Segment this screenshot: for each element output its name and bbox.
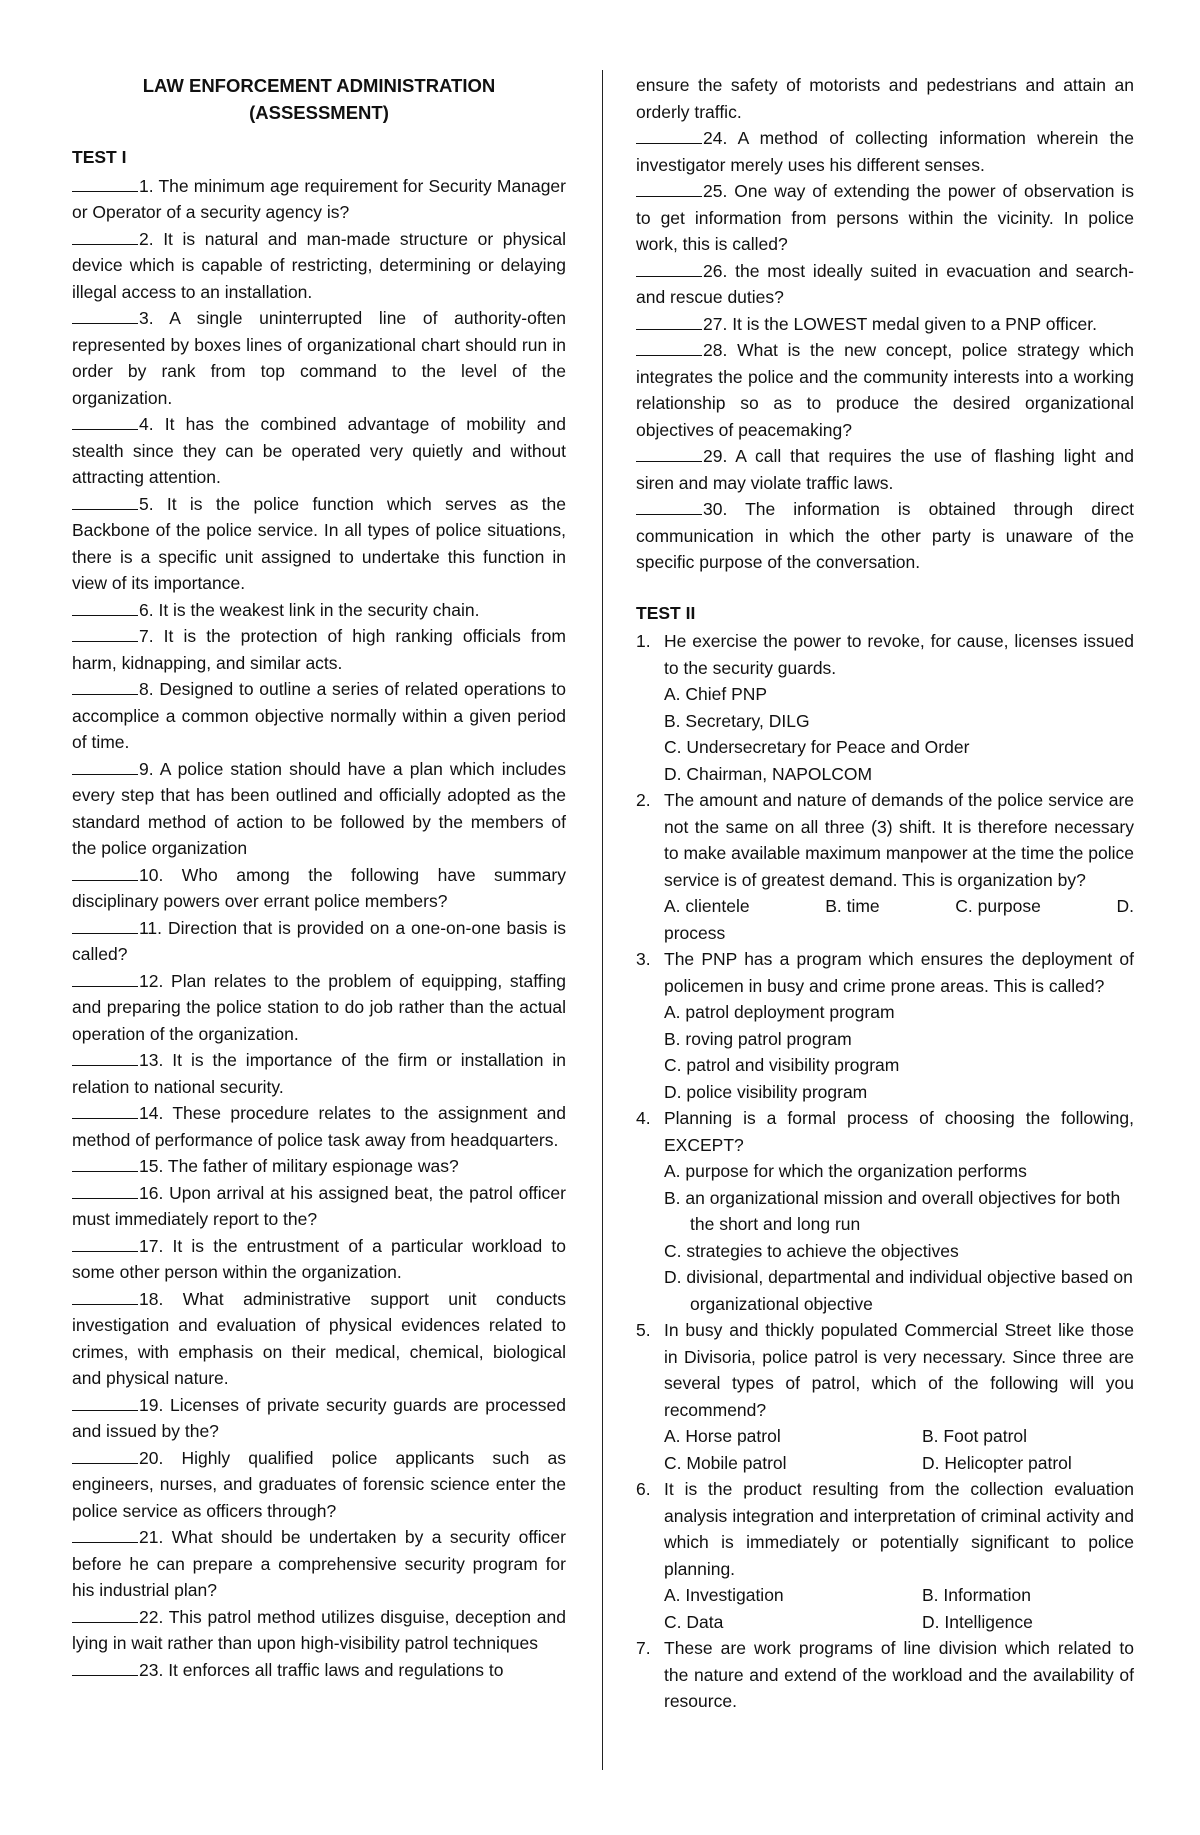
answer-option[interactable]: D. Chairman, NAPOLCOM	[664, 763, 873, 784]
test2-question	[636, 628, 1134, 681]
test1-item	[72, 1153, 566, 1180]
answer-blank[interactable]	[72, 623, 138, 642]
test1-item	[72, 1286, 566, 1392]
item-text: 11. Direction that is provided on a one-on-one basis is called?	[72, 917, 566, 964]
answer-option[interactable]: C. Undersecretary for Peace and Order	[664, 737, 970, 757]
answer-blank[interactable]	[72, 756, 138, 775]
answer-option[interactable]: B. an organizational mission and overall objectives for both the short and long run	[664, 1187, 1121, 1234]
item-text: 22. This patrol method utilizes disguise, deception and lying in wait rather than upon high-visibility patrol techniques	[72, 1606, 566, 1653]
item-text: 30. The information is obtained through direct communication in which the other party is unaware of the specific purpose of the conversation.	[636, 499, 1134, 572]
item-text: 20. Highly qualified police applicants such as engineers, nurses, and graduates of forensic science enter the police service as officers through?	[72, 1447, 566, 1521]
doc-title-line2: (ASSESSMENT)	[249, 102, 389, 123]
answer-option[interactable]: A. purpose for which the organization performs	[664, 1161, 1027, 1181]
test1-item	[636, 496, 1134, 576]
answer-option[interactable]: D. divisional, departmental and individual objective based on organizational objective	[664, 1267, 1133, 1314]
test1-item	[72, 915, 566, 968]
item-text: 26. the most ideally suited in evacuation and search-and rescue duties?	[636, 260, 1134, 307]
answer-blank[interactable]	[72, 1047, 138, 1066]
test1-item	[72, 305, 566, 411]
answer-option[interactable]: D. Helicopter patrol	[922, 1452, 1072, 1473]
answer-option[interactable]: D. police visibility program	[664, 1081, 868, 1102]
test1-item	[72, 491, 566, 597]
test1-item	[72, 226, 566, 306]
item-text: 7. It is the protection of high ranking officials from harm, kidnapping, and similar acts.	[72, 626, 566, 673]
answer-blank[interactable]	[72, 968, 138, 987]
answer-blank[interactable]	[72, 1153, 138, 1172]
question-text: It is the product resulting from the collection evaluation analysis integration and interpretation of criminal activity and which is immediately or potentially significant to police planning.	[664, 1479, 1134, 1579]
answer-blank[interactable]	[72, 226, 138, 245]
answer-option[interactable]: A. Chief PNP	[664, 684, 768, 704]
answer-blank[interactable]	[72, 1445, 138, 1464]
question-text: He exercise the power to revoke, for cause, licenses issued to the security guards.	[664, 631, 1134, 678]
question-text: The PNP has a program which ensures the deployment of policemen in busy and crime prone areas. This is called?	[664, 949, 1134, 996]
options-row	[664, 893, 1134, 920]
answer-option[interactable]: B. Foot patrol	[922, 1426, 1028, 1446]
item-text: 13. It is the importance of the firm or installation in relation to national security.	[72, 1050, 566, 1097]
question-number: 7.	[636, 1638, 651, 1658]
answer-option[interactable]: C. Mobile patrol	[664, 1452, 787, 1473]
doc-title-line1: LAW ENFORCEMENT ADMINISTRATION	[142, 75, 496, 96]
answer-blank[interactable]	[72, 411, 138, 430]
test1-item	[72, 597, 566, 624]
right-column	[636, 72, 1134, 1715]
answer-blank[interactable]	[72, 1180, 138, 1199]
answer-option[interactable]: C. strategies to achieve the objectives	[664, 1240, 959, 1261]
item-text: 8. Designed to outline a series of related operations to accomplice a common objective normally within a given period of time.	[72, 679, 566, 752]
answer-blank[interactable]	[72, 1524, 138, 1543]
answer-blank[interactable]	[636, 125, 702, 144]
item-text: 15. The father of military espionage was?	[139, 1156, 459, 1176]
answer-option[interactable]: A. clientele	[664, 896, 750, 916]
question-text: In busy and thickly populated Commercial Street like those in Divisoria, police patrol is very necessary. Since three are several types of patrol, which of the following will you recommend?	[664, 1320, 1134, 1420]
answer-option[interactable]: C. patrol and visibility program	[664, 1055, 900, 1075]
test1-item	[72, 1233, 566, 1286]
test2-question	[636, 946, 1134, 999]
answer-blank[interactable]	[72, 1100, 138, 1119]
question-number: 5.	[636, 1320, 651, 1340]
item-text: 18. What administrative support unit conducts investigation and evaluation of physical evidences related to crimes, with emphasis on their medical, chemical, biological and physical nature.	[72, 1288, 566, 1388]
answer-option[interactable]: C. purpose	[955, 896, 1041, 916]
item-text: 25. One way of extending the power of observation is to get information from persons within the vicinity. In police work, this is called?	[636, 181, 1134, 254]
options-grid	[664, 1582, 1134, 1635]
answer-blank[interactable]	[72, 305, 138, 324]
test1-item	[72, 1524, 566, 1604]
test1-item	[636, 337, 1134, 443]
answer-blank[interactable]	[72, 676, 138, 695]
test1-item	[72, 756, 566, 862]
item-text: 5. It is the police function which serves as the Backbone of the police service. In all types of police situations, there is a specific unit assigned to undertake this function in view of its importance.	[72, 493, 566, 593]
item-text: 9. A police station should have a plan which includes every step that has been outlined and officially adopted as the standard method of action to be followed by the members of the police organization	[72, 758, 566, 858]
item-text: 21. What should be undertaken by a security officer before he can prepare a comprehensive security program for his industrial plan?	[72, 1527, 566, 1600]
item-text: 6. It is the weakest link in the security chain.	[139, 599, 480, 620]
answer-blank[interactable]	[636, 496, 702, 515]
test1-item	[72, 1180, 566, 1233]
column-divider	[602, 70, 603, 1770]
item-text: 16. Upon arrival at his assigned beat, the patrol officer must immediately report to the?	[72, 1182, 566, 1229]
item-text: 4. It has the combined advantage of mobility and stealth since they can be operated very quietly and without attracting attention.	[72, 414, 566, 487]
answer-option[interactable]: B. time	[825, 896, 880, 916]
answer-option[interactable]: D. Intelligence	[922, 1611, 1033, 1632]
test2-heading: TEST II	[636, 602, 696, 623]
answer-blank[interactable]	[72, 1657, 138, 1676]
test1-item	[72, 968, 566, 1048]
question-text: These are work programs of line division which related to the nature and extend of the workload and the availability of resource.	[664, 1638, 1134, 1711]
test1-item	[72, 1445, 566, 1525]
answer-blank[interactable]	[636, 443, 702, 462]
test1-item	[72, 411, 566, 491]
test1-item	[72, 1604, 566, 1657]
answer-blank[interactable]	[72, 597, 138, 616]
test1-heading: TEST I	[72, 147, 127, 167]
answer-option[interactable]: B. Information	[922, 1585, 1031, 1605]
question-number: 4.	[636, 1108, 651, 1128]
question-text: Planning is a formal process of choosing the following, EXCEPT?	[664, 1108, 1134, 1155]
test1-item	[636, 258, 1134, 311]
test1-item	[72, 1392, 566, 1445]
question-number: 1.	[636, 631, 651, 651]
item-text: 17. It is the entrustment of a particular workload to some other person within the organization.	[72, 1235, 566, 1282]
item-text: 14. These procedure relates to the assignment and method of performance of police task away from headquarters.	[72, 1103, 566, 1150]
test1-item	[72, 173, 566, 226]
answer-blank[interactable]	[636, 337, 702, 356]
answer-option[interactable]: D.	[1116, 896, 1134, 916]
item-text: 28. What is the new concept, police strategy which integrates the police and the community interests into a working relationship so as to produce the desired organizational objectives of peacemaking?	[636, 340, 1134, 440]
answer-option[interactable]: A. Horse patrol	[664, 1426, 781, 1446]
test2-question	[636, 1635, 1134, 1715]
item-text: 12. Plan relates to the problem of equipping, staffing and preparing the police station to do job rather than the actual operation of the organization.	[72, 970, 566, 1044]
answer-blank[interactable]	[72, 1604, 138, 1623]
answer-blank[interactable]	[72, 1286, 138, 1305]
test2-question	[636, 1105, 1134, 1158]
answer-option[interactable]: C. Data	[664, 1611, 724, 1632]
answer-blank[interactable]	[72, 491, 138, 510]
test2-question	[636, 1476, 1134, 1582]
item-text: 3. A single uninterrupted line of authority-often represented by boxes lines of organizational chart should run in order by rank from top command to the level of the organization.	[72, 308, 566, 408]
answer-blank[interactable]	[636, 258, 702, 277]
answer-blank[interactable]	[72, 915, 138, 934]
test1-item	[636, 125, 1134, 178]
item-text: 24. A method of collecting information wherein the investigator merely uses his different senses.	[636, 128, 1134, 175]
answer-blank[interactable]	[72, 862, 138, 881]
item-text: 2. It is natural and man-made structure or physical device which is capable of restricting, determining or delaying illegal access to an installation.	[72, 228, 566, 302]
item-text: 29. A call that requires the use of flashing light and siren and may violate traffic laws.	[636, 446, 1134, 493]
test2-question	[636, 787, 1134, 893]
options-grid	[664, 1423, 1134, 1476]
answer-option-continued: process	[664, 922, 726, 943]
item-text: 10. Who among the following have summary disciplinary powers over errant police members?	[72, 864, 566, 911]
test1-item	[636, 311, 1134, 338]
test1-item	[636, 443, 1134, 496]
answer-option[interactable]: B. Secretary, DILG	[664, 710, 810, 731]
test1-item	[72, 676, 566, 756]
test1-item	[72, 862, 566, 915]
answer-option[interactable]: A. Investigation	[664, 1585, 784, 1605]
test1-item	[72, 623, 566, 676]
test1-item	[636, 178, 1134, 258]
test1-item	[72, 1100, 566, 1153]
question-text: The amount and nature of demands of the police service are not the same on all three (3) shift. It is therefore necessary to make available maximum manpower at the time the police service is of greatest demand. This is organization by?	[664, 790, 1134, 890]
item-text: 1. The minimum age requirement for Security Manager or Operator of a security agency is?	[72, 175, 566, 222]
answer-blank[interactable]	[72, 1392, 138, 1411]
question-number: 3.	[636, 949, 651, 969]
answer-blank[interactable]	[636, 178, 702, 197]
left-column	[72, 72, 566, 1683]
test1-item	[72, 1047, 566, 1100]
item-text: 23. It enforces all traffic laws and regulations to	[139, 1659, 504, 1680]
test2-question	[636, 1317, 1134, 1423]
test1-item-continued: ensure the safety of motorists and pedestrians and attain an orderly traffic.	[636, 75, 1134, 122]
question-number: 6.	[636, 1479, 651, 1499]
answer-blank[interactable]	[636, 311, 702, 330]
answer-option[interactable]: B. roving patrol program	[664, 1028, 852, 1049]
answer-option[interactable]: A. patrol deployment program	[664, 1002, 895, 1022]
item-text: 27. It is the LOWEST medal given to a PNP officer.	[703, 313, 1097, 334]
answer-blank[interactable]	[72, 1233, 138, 1252]
question-number: 2.	[636, 790, 651, 810]
item-text: 19. Licenses of private security guards are processed and issued by the?	[72, 1394, 566, 1441]
answer-blank[interactable]	[72, 173, 138, 192]
test1-item	[72, 1657, 566, 1684]
